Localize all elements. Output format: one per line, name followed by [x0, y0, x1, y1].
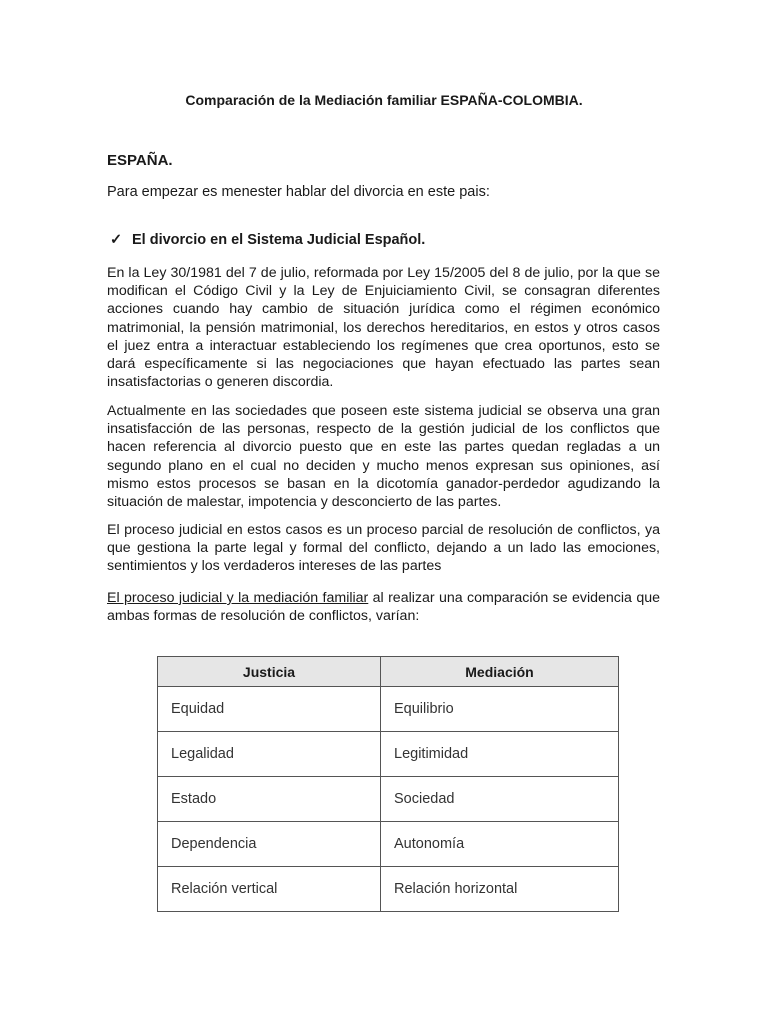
- table-row: [158, 687, 619, 732]
- intro-text: Para empezar es menester hablar del divorcia en este pais:: [107, 184, 490, 200]
- table-cell: Sociedad: [381, 777, 619, 822]
- bullet-heading: [110, 232, 425, 248]
- table-header-row: [158, 657, 619, 687]
- document-title: Comparación de la Mediación familiar ESPAÑA-COLOMBIA.: [185, 92, 583, 108]
- table-row: [158, 822, 619, 867]
- table-cell: Autonomía: [381, 822, 619, 867]
- table-row: [158, 732, 619, 777]
- bullet-heading-text: El divorcio en el Sistema Judicial Español.: [132, 232, 426, 248]
- comparison-table: [157, 656, 619, 912]
- paragraph-3: El proceso judicial en estos casos es un proceso parcial de resolución de conflictos, ya que gestiona la parte legal y formal del conflicto, dejando a un lado las emociones, sentimientos y los verdaderos intereses de las partes: [107, 522, 660, 575]
- table-cell: Equidad: [158, 687, 381, 732]
- paragraph-2: Actualmente en las sociedades que poseen este sistema judicial se observa una gran insatisfacción de las personas, respecto de la gestión judicial de los conflictos que hacen referencia al divorcio puesto que en este las partes quedan regladas a un segundo plano en el cual no deciden y mucho menos expresan sus opiniones, así mismo estos procesos se basan en la dicotomía ganador-perdedor agudizando la situación de malestar, impotencia y desconcierto de las partes.: [107, 403, 660, 511]
- table-cell: Relación horizontal: [381, 867, 619, 912]
- table-cell: Equilibrio: [381, 687, 619, 732]
- table-cell: Dependencia: [158, 822, 381, 867]
- table-cell: Relación vertical: [158, 867, 381, 912]
- section-heading: ESPAÑA.: [107, 152, 173, 169]
- table-header-justicia: Justicia: [158, 657, 381, 687]
- table-cell: Legalidad: [158, 732, 381, 777]
- table-cell: Legitimidad: [381, 732, 619, 777]
- table-header-mediacion: Mediación: [381, 657, 619, 687]
- paragraph-1: En la Ley 30/1981 del 7 de julio, reformada por Ley 15/2005 del 8 de julio, por la que se modifican el Código Civil y la Ley de Enjuiciamiento Civil, se consagran diferentes acciones cuando hay cambio de situación jurídica como el régimen económico matrimonial, la pensión matrimonial, los derechos hereditarios, en estos y otros casos el juez entra a interactuar estableciendo los regímenes que crea oportunos, esto se dará específicamente si las negociaciones que hayan efectuado las partes sean insatisfactorias o generen discordia.: [107, 265, 660, 391]
- checkmark-icon: ✓: [110, 232, 123, 248]
- underlined-phrase: El proceso judicial y la mediación familiar: [107, 590, 369, 606]
- table-cell: Estado: [158, 777, 381, 822]
- paragraph-4: [107, 589, 660, 625]
- paragraph-4-rest: al realizar una comparación se evidencia que ambas formas de resolución de conflictos, varían:: [107, 590, 660, 625]
- table-row: [158, 867, 619, 912]
- table-row: [158, 777, 619, 822]
